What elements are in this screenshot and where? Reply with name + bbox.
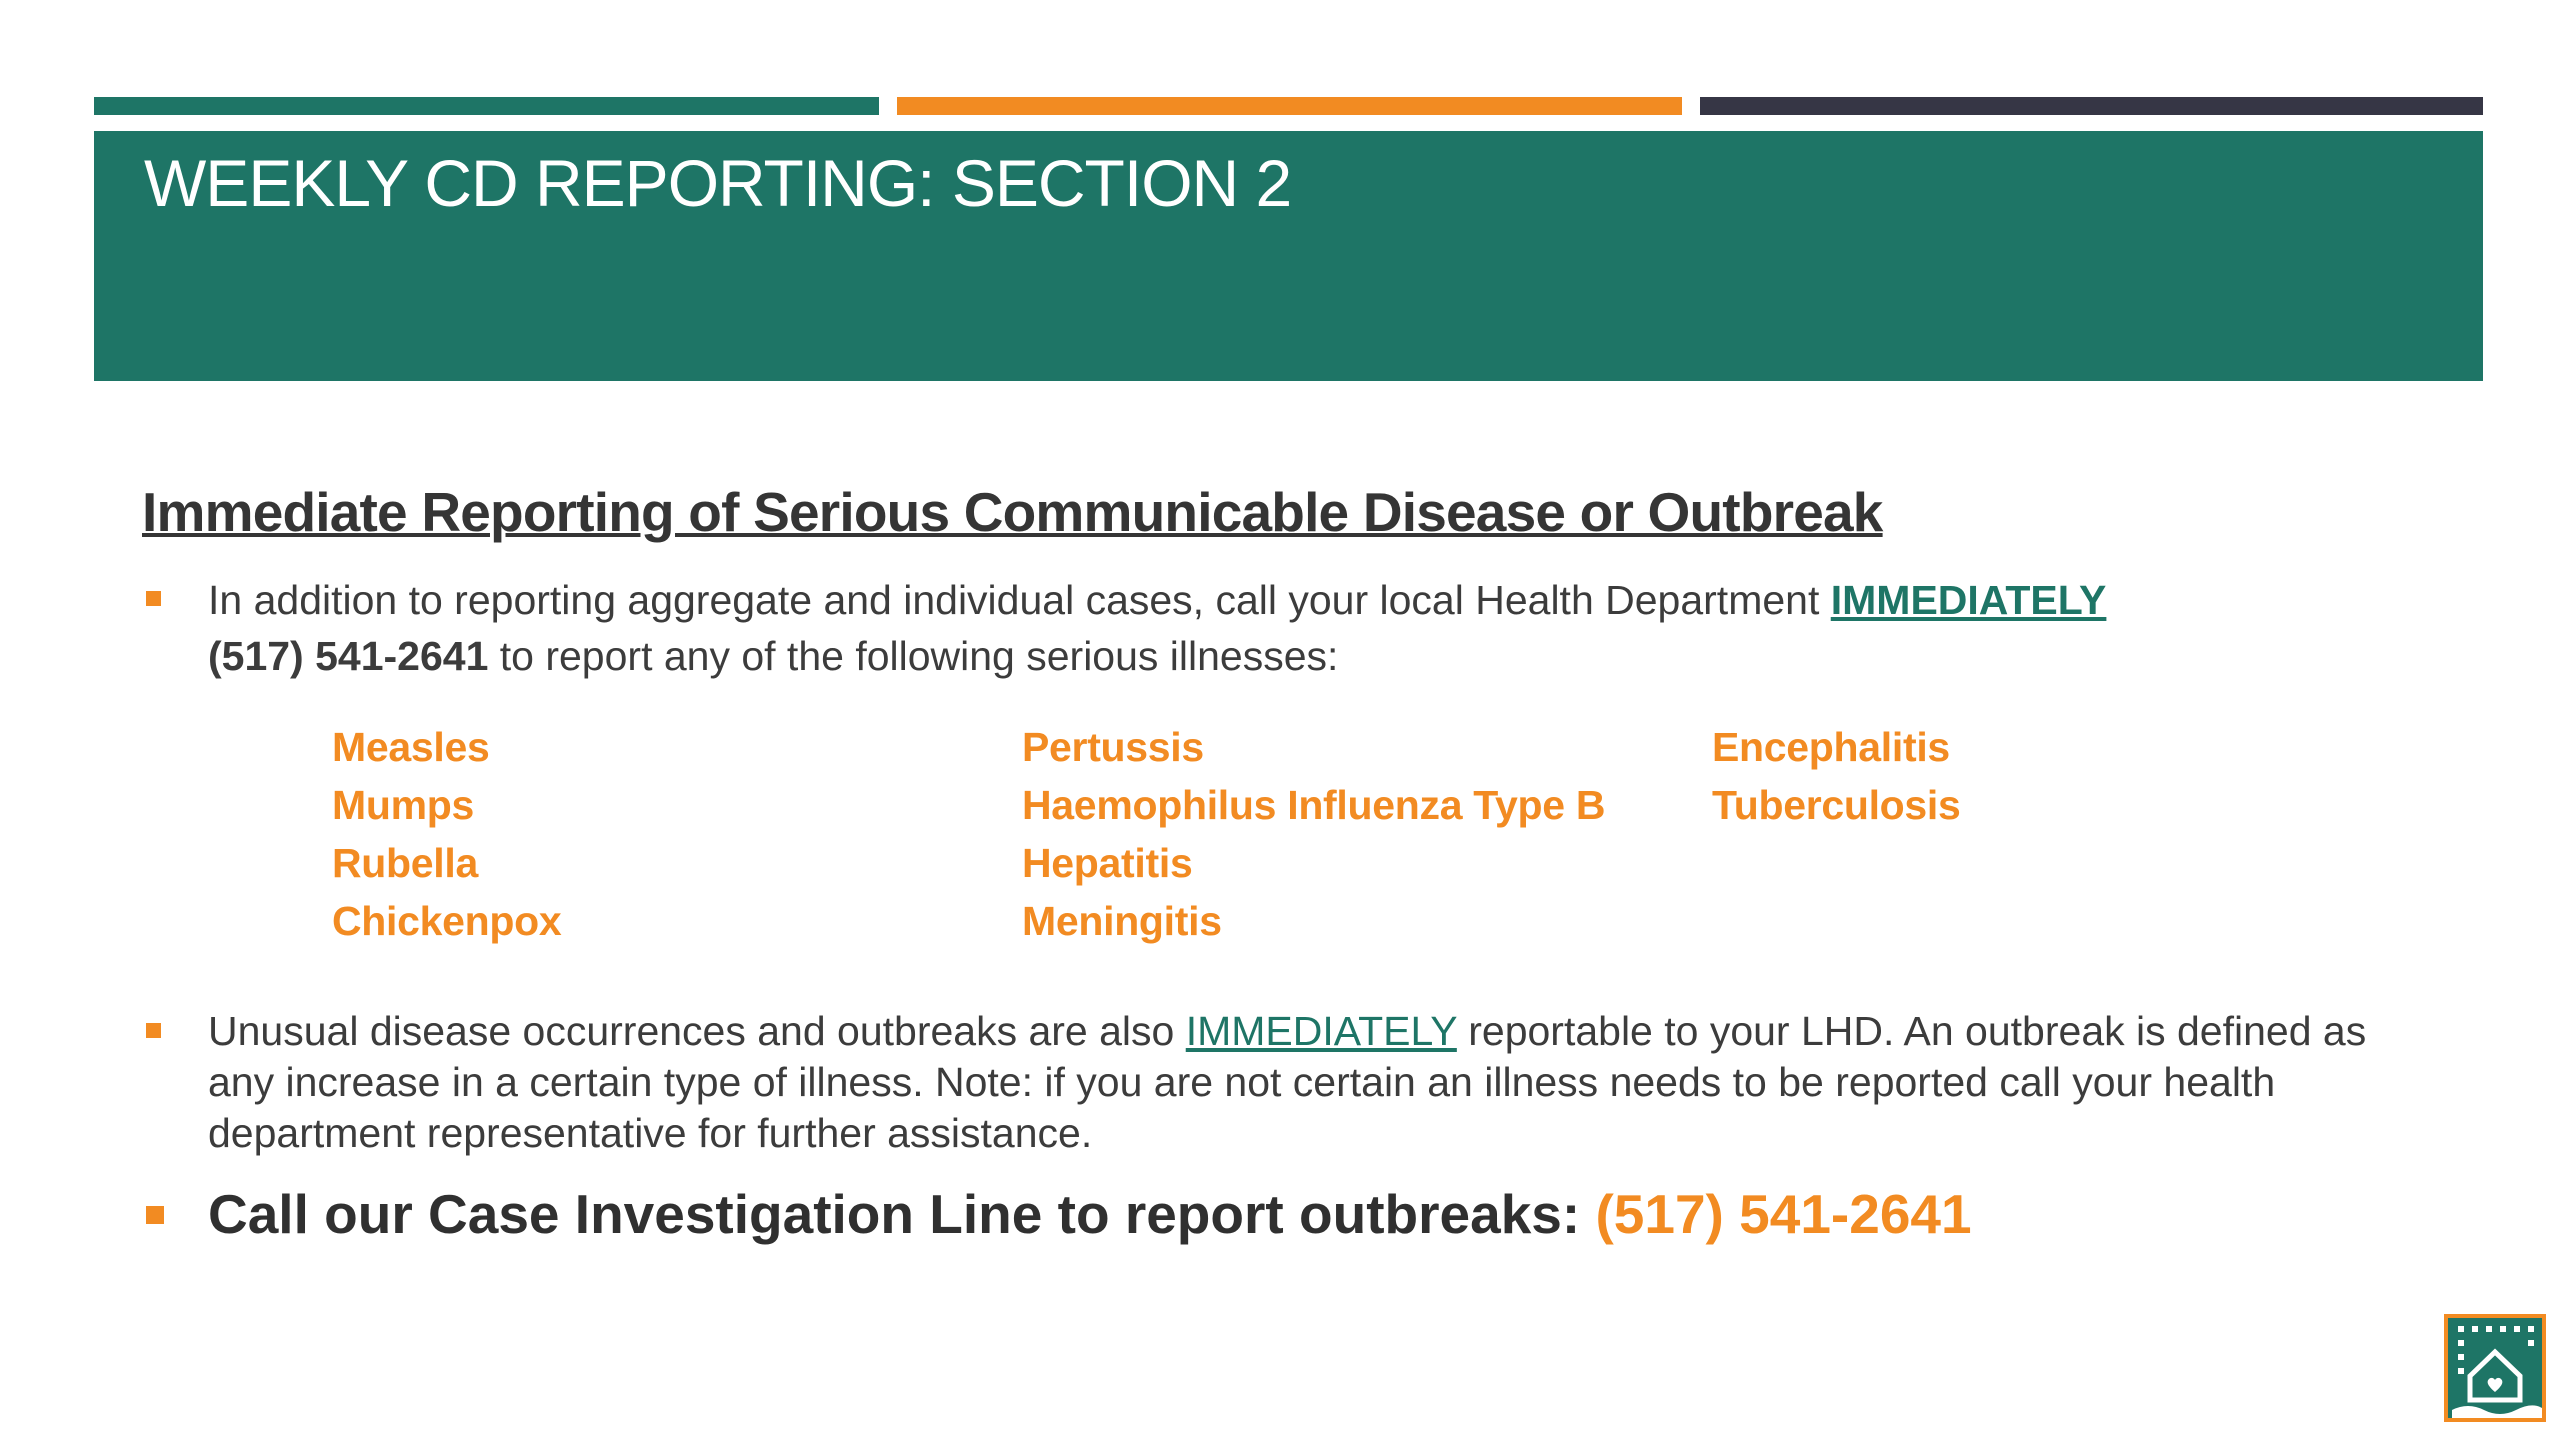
bullet-outbreaks [142,1006,2442,1159]
disease-item: Tuberculosis [1712,782,1961,828]
disease-column-3 [1712,718,1961,834]
logo-house-icon [2448,1318,2542,1418]
bullet1-text-before: In addition to reporting aggregate and individual cases, call your local Health Department [208,577,1831,623]
bullet2-text-before: Unusual disease occurrences and outbreaks are also [208,1008,1186,1054]
immediately-link[interactable]: IMMEDIATELY [1830,577,2107,623]
disease-item: Chickenpox [332,898,562,944]
disease-item: Pertussis [1022,724,1204,770]
disease-item: Encephalitis [1712,724,1950,770]
immediately-link-2[interactable]: IMMEDIATELY [1185,1008,1457,1054]
square-bullet-icon [146,1023,161,1038]
square-bullet-icon [146,591,161,606]
square-bullet-icon [146,1206,164,1224]
title-band [94,131,2483,381]
bullet-immediate-reporting [142,572,2442,684]
disease-column-1 [332,718,561,950]
bullet1-text-after: to report any of the following serious illnesses: [488,633,1339,679]
accent-bar-green [94,97,879,115]
disease-item: Mumps [332,782,475,828]
disease-column-2 [1022,718,1605,950]
bullet-case-line [142,1179,2442,1249]
accent-bar-orange [897,97,1682,115]
bullet1-phone: (517) 541-2641 [208,633,489,679]
disease-item: Haemophilus Influenza Type B [1022,782,1606,828]
disease-item: Rubella [332,840,478,886]
disease-item: Hepatitis [1022,840,1193,886]
accent-bar-dark [1700,97,2483,115]
disease-item: Meningitis [1022,898,1222,944]
section-heading: Immediate Reporting of Serious Communicable Disease or Outbreak [142,481,1883,543]
health-department-logo-icon [2444,1314,2546,1422]
disease-list [142,718,2442,968]
case-line-phone: (517) 541-2641 [1595,1183,1972,1245]
bullet2-text-after: reportable to your LHD. An outbreak is defined as any increase in a certain type of illness. Note: if you are not certain an illness needs to be reported call your health department representative for further assistance. [208,1008,2367,1156]
bullet3-text: Call our Case Investigation Line to report outbreaks: [208,1183,1596,1245]
slide-title: WEEKLY CD REPORTING: SECTION 2 [144,146,1292,220]
disease-item: Measles [332,724,490,770]
slide-content [142,480,2442,1249]
